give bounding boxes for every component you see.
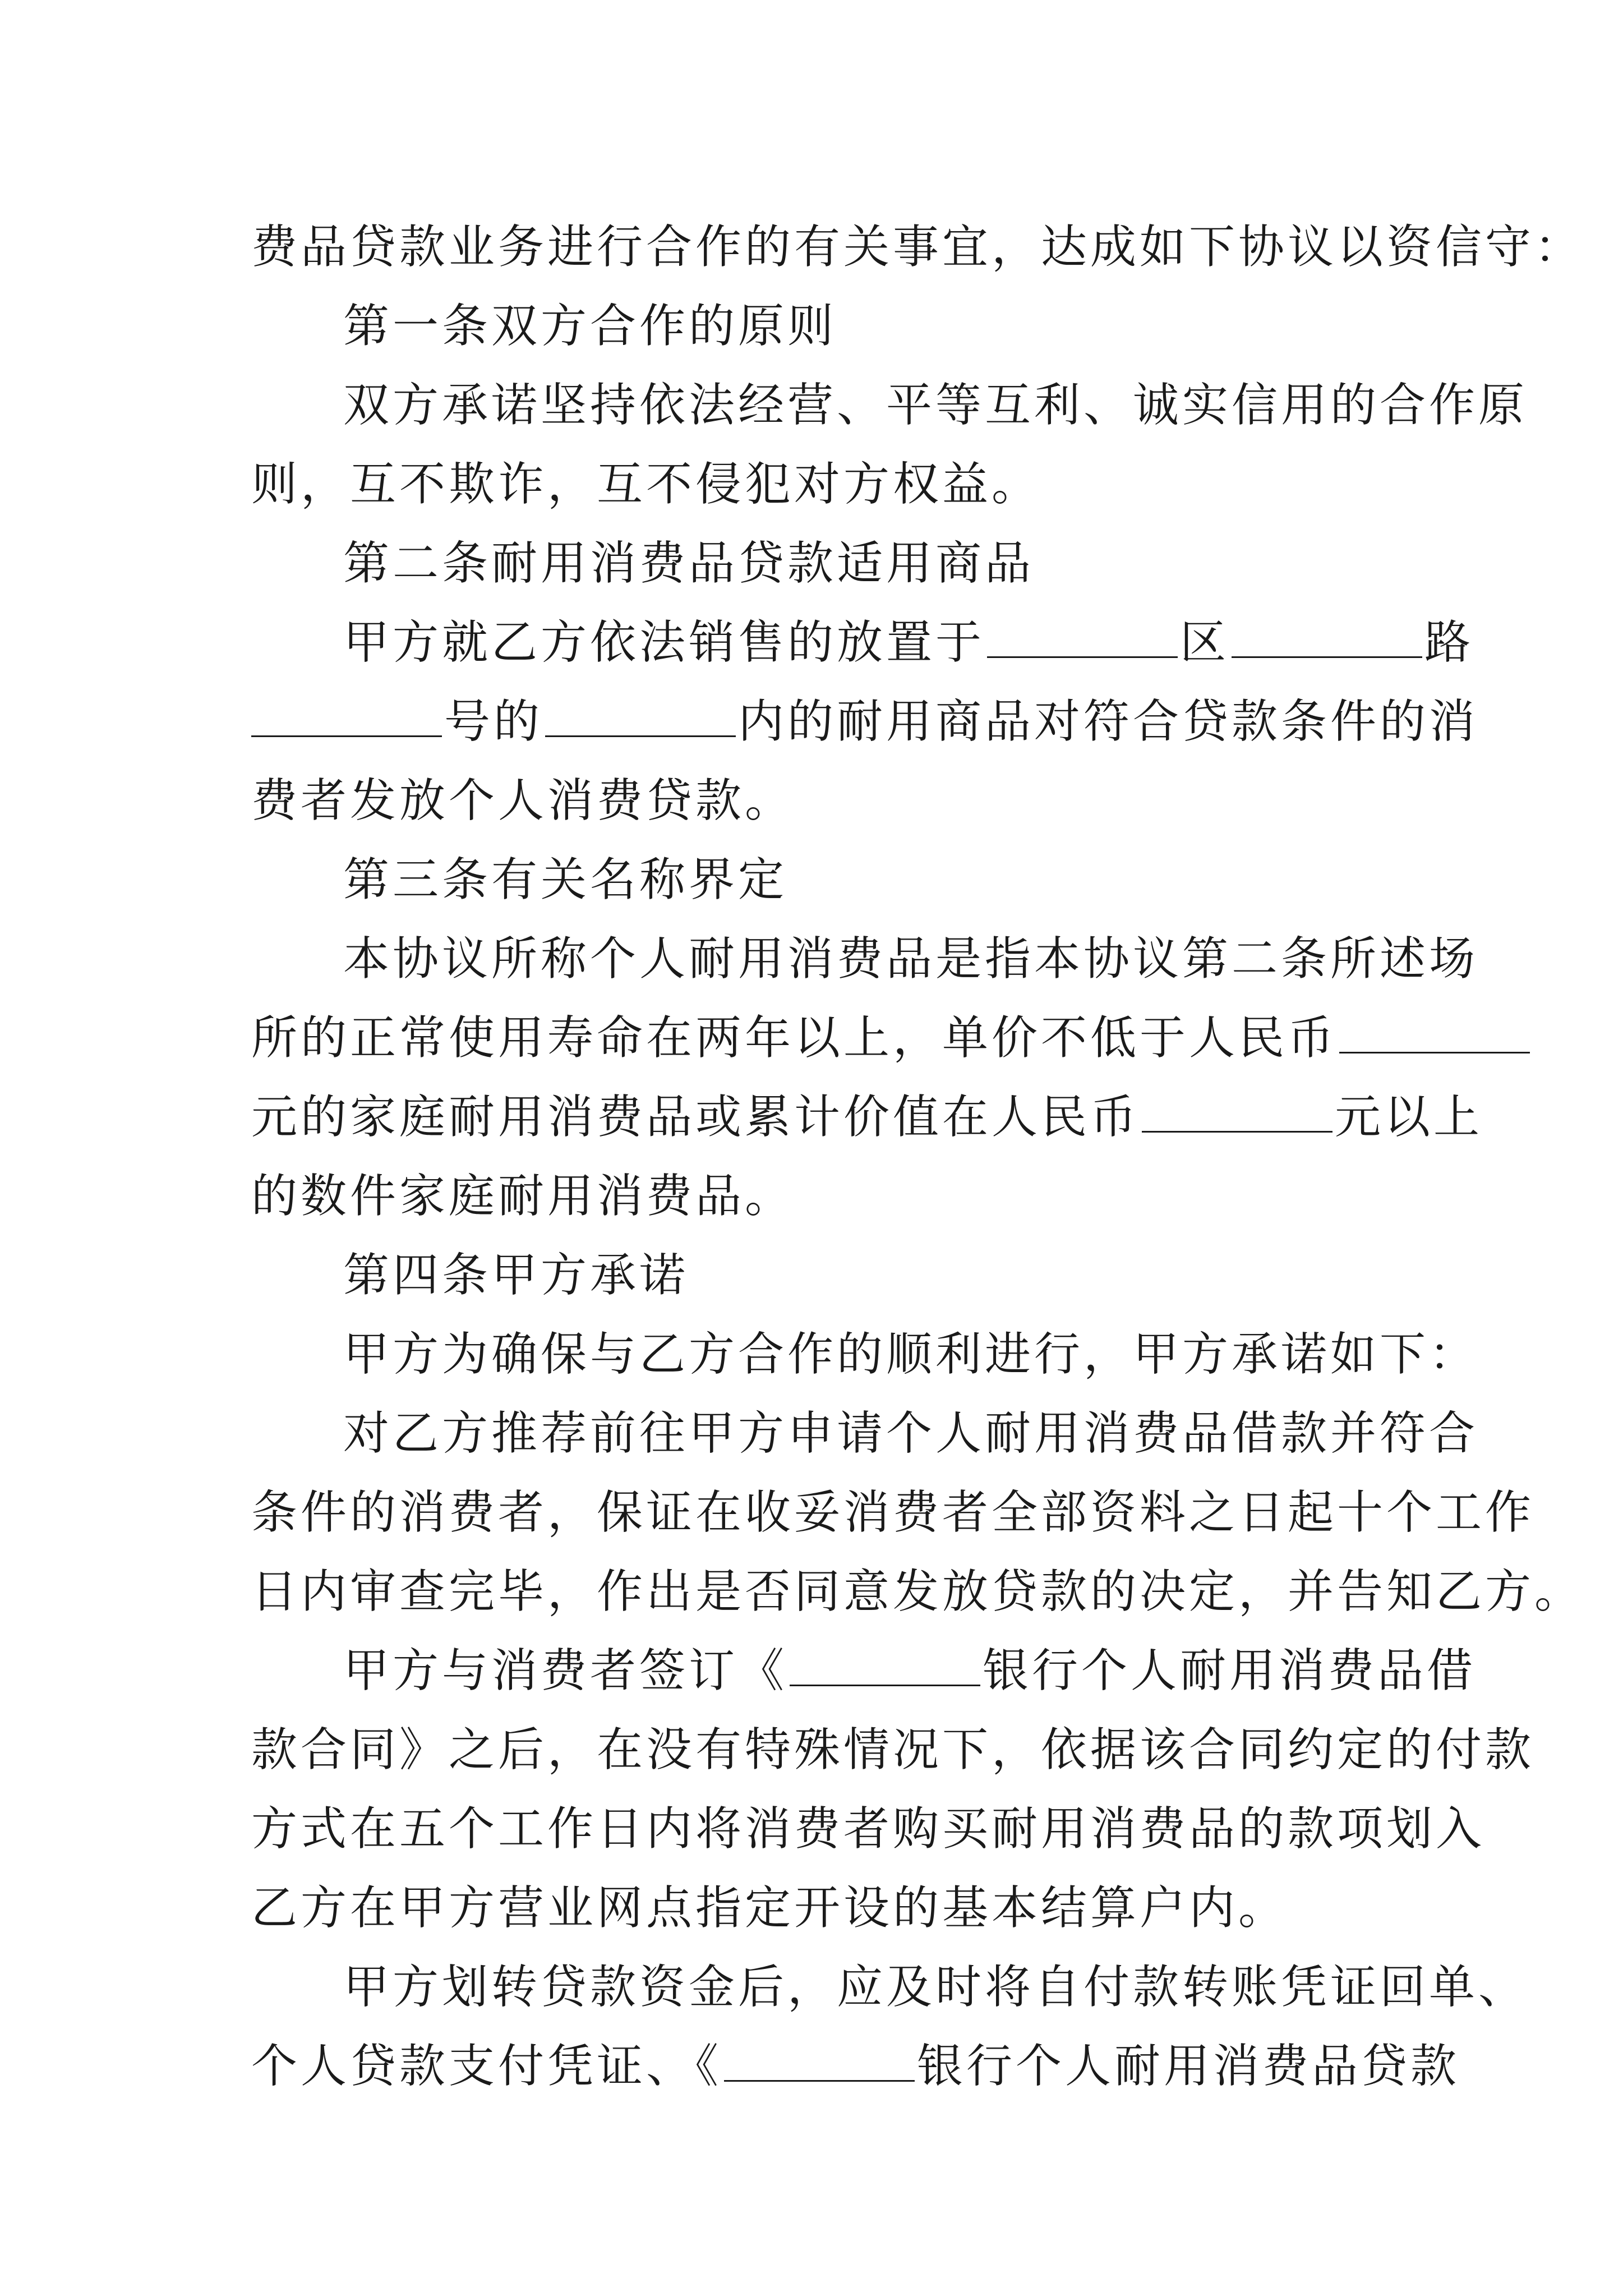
- fill-blank: [1142, 1091, 1332, 1133]
- paragraph-line: 的数件家庭耐用消费品。: [251, 1170, 795, 1223]
- paragraph-line: 号的 内的耐用商品对符合贷款条件的消: [251, 682, 1373, 761]
- fill-blank: [724, 2040, 915, 2082]
- fill-blank: [545, 695, 736, 737]
- fill-blank: [1339, 1011, 1530, 1053]
- paragraph-line: 双方承诺坚持依法经营、平等互利、诚实信用的合作原: [343, 379, 1528, 432]
- paragraph-line: 所的正常使用寿命在两年以上，单价不低于人民币: [251, 999, 1373, 1078]
- paragraph-line: 款合同》之后，在没有特殊情况下，依据该合同约定的付款: [251, 1723, 1535, 1777]
- fill-blank: [251, 695, 442, 737]
- paragraph-line: 本协议所称个人耐用消费品是指本协议第二条所述场: [343, 932, 1479, 986]
- paragraph-line: 对乙方推荐前往甲方申请个人耐用消费品借款并符合: [343, 1407, 1479, 1460]
- paragraph-line: 乙方在甲方营业网点指定开设的基本结算户内。: [251, 1881, 1288, 1935]
- paragraph-line: 方式在五个工作日内将消费者购买耐用消费品的款项划入: [251, 1802, 1486, 1856]
- fill-blank: [987, 616, 1178, 658]
- paragraph-line: 甲方与消费者签订《 银行个人耐用消费品借: [343, 1644, 1477, 1697]
- article-heading: 第四条甲方承诺: [343, 1249, 689, 1302]
- fill-blank: [790, 1644, 980, 1686]
- paragraph-line: 甲方划转贷款资金后，应及时将自付款转账凭证回单、: [343, 1961, 1528, 2014]
- article-heading: 第二条耐用消费品贷款适用商品: [343, 537, 1035, 590]
- article-heading: 第一条双方合作的原则: [343, 300, 837, 353]
- paragraph-line: 日内审查完毕，作出是否同意发放贷款的决定，并告知乙方。: [251, 1565, 1584, 1618]
- paragraph-line: 条件的消费者，保证在收妥消费者全部资料之日起十个工作: [251, 1486, 1535, 1539]
- paragraph-line: 甲方就乙方依法销售的放置于 区 路: [343, 616, 1474, 669]
- paragraph-line: 元的家庭耐用消费品或累计价值在人民币 元以上: [251, 1091, 1483, 1144]
- paragraph-line: 甲方为确保与乙方合作的顺利进行，甲方承诺如下：: [343, 1328, 1479, 1381]
- fill-blank: [1232, 616, 1422, 658]
- paragraph-line: 个人贷款支付凭证、《 银行个人耐用消费品贷款: [251, 2040, 1460, 2093]
- article-heading: 第三条有关名称界定: [343, 853, 788, 907]
- paragraph-line: 费品贷款业务进行合作的有关事宜，达成如下协议以资信守：: [251, 220, 1584, 274]
- document-body: [251, 208, 1584, 2106]
- paragraph-line: 费者发放个人消费贷款。: [251, 774, 795, 827]
- paragraph-line: 则，互不欺诈，互不侵犯对方权益。: [251, 458, 1041, 511]
